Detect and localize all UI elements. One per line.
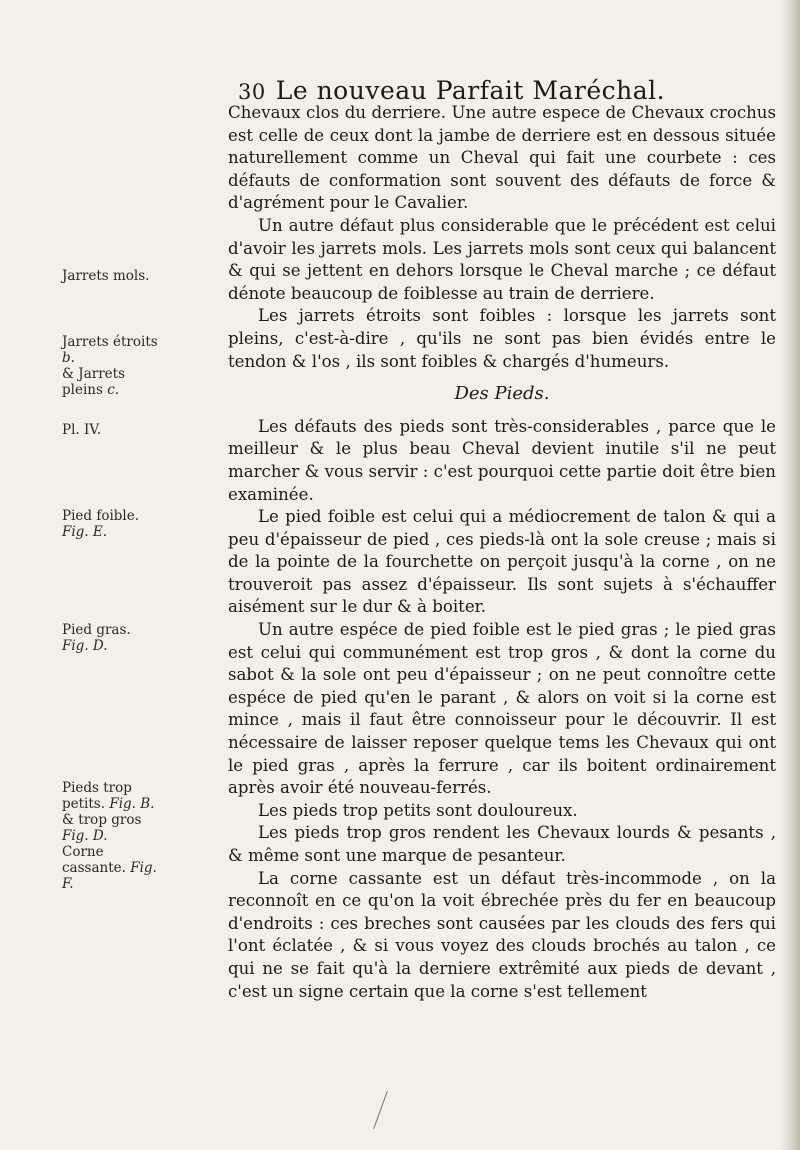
margin-note-plate: Pl. IV.	[62, 422, 101, 438]
page-number: 30	[238, 80, 266, 104]
section-title: Des Pieds.	[454, 383, 550, 405]
running-head	[238, 76, 798, 105]
running-title: Le nouveau Parfait Maréchal.	[275, 76, 666, 105]
page-edge-shadow	[780, 0, 800, 1150]
paragraph: Chevaux clos du derriere. Une autre espece de Chevaux crochus est celle de ceux dont la jambe de derriere est en dessous située naturellement comme un Cheval qui fait une courbete : ces défauts de conformation sont souvent des défauts de force & d'agrément pour le Cavalier.	[228, 103, 776, 213]
ink-mark	[373, 1091, 388, 1129]
paragraph: Un autre espéce de pied foible est le pied gras ; le pied gras est celui qui communément est trop gros , & dont la corne du sabot & la sole ont peu d'épaisseur ; on ne peut connoître cette espéce de pied qu'en le parant , & alors on voit si la corne est mince , mais il faut être connoisseur pour le découvrir. Il est nécessaire de laisser reposer quelque tems les Chevaux qui ont le pied gras , après la ferrure , car ils boitent ordinairement après avoir été nouveau-ferrés.	[228, 620, 776, 798]
paragraph: Un autre défaut plus considerable que le précédent est celui d'avoir les jarrets mols. Les jarrets mols sont ceux qui balancent & qui se jettent en dehors lorsque le Cheval marche ; ce défaut dénote beaucoup de foiblesse au train de derriere.	[228, 215, 776, 303]
paragraph: Les défauts des pieds sont très-considerables , parce que le meilleur & le plus beau Cheval devient inutile s'il ne peut marcher & vous servir : c'est pourquoi cette partie doit être bien examinée.	[228, 416, 776, 504]
margin-note-pied-gras: Pied gras. Fig. D.	[62, 622, 131, 654]
paragraph: La corne cassante est un défaut très-incommode , on la reconnoît en ce qu'on la voit ébrechée près du fer en beaucoup d'endroits : ces breches sont causées par les clouds des fers qui l'ont éclatée , & si vous voyez des clouds brochés au talon , ce qui ne se fait qu'à la derniere extrêmité aux pieds de devant , c'est un signe certain que la corne s'est tellement	[228, 868, 776, 1001]
main-text	[228, 102, 776, 1003]
margin-note-jarrets-etroits: Jarrets étroits b. & Jarrets pleins c.	[62, 334, 158, 398]
margin-note-pied-foible: Pied foible. Fig. E.	[62, 508, 140, 540]
paragraph: Les jarrets étroits sont foibles : lorsque les jarrets sont pleins, c'est-à-dire , qu'ils ne sont pas bien évidés entre le tendon & l'os , ils sont foibles & chargés d'humeurs.	[228, 306, 776, 371]
paragraph: Le pied foible est celui qui a médiocrement de talon & qui a peu d'épaisseur de pied , ces pieds-là ont la sole creuse ; mais si de la pointe de la fourchette on perçoit jusqu'à la corne , on ne trouveroit pas assez d'épaisseur. Ils sont sujets à s'échauffer aisément sur le dur & à boiter.	[228, 507, 776, 617]
paragraph: Les pieds trop petits sont douloureux.	[258, 800, 578, 820]
paragraph: Les pieds trop gros rendent les Chevaux lourds & pesants , & même sont une marque de pesanteur.	[228, 823, 776, 865]
margin-note-pieds-trop-petits: Pieds trop petits. Fig. B. & trop gros Fig. D. Corne cassante. Fig. F.	[62, 780, 157, 892]
margin-note-jarrets-mols: Jarrets mols.	[62, 268, 150, 284]
